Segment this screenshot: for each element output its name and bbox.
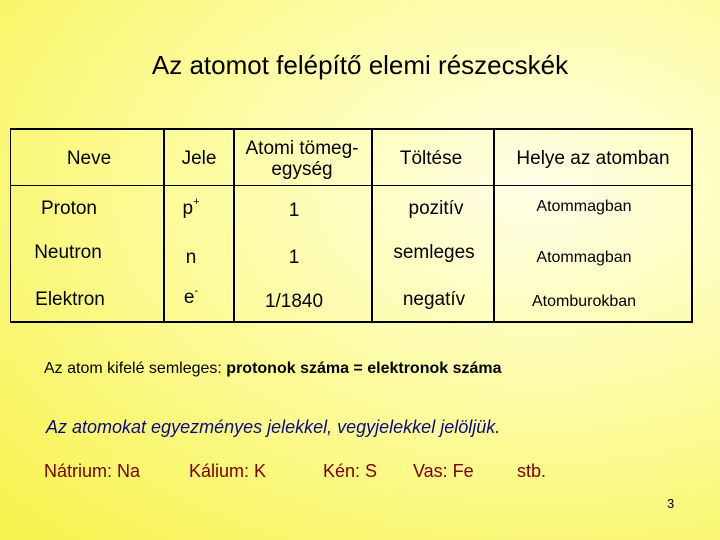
- header-symbol: Jele: [181, 148, 217, 169]
- slide-title: Az atomot felépítő elemi részecskék: [151, 50, 569, 80]
- row-proton-location: Atommagban: [536, 198, 632, 215]
- row-proton-name: Proton: [41, 198, 97, 219]
- row-neutron-symbol: n: [185, 247, 197, 269]
- header-name: Neve: [66, 148, 112, 169]
- page-number: 3: [667, 496, 675, 511]
- header-divider: [11, 185, 691, 186]
- column-divider: [493, 130, 495, 321]
- row-neutron-location: Atommagban: [536, 249, 632, 266]
- example-etc: stb.: [517, 461, 547, 481]
- example-potassium: Kálium: K: [189, 461, 267, 481]
- neutrality-note: Az atom kifelé semleges: protonok száma = elektronok száma: [44, 360, 502, 377]
- example-sodium: Nátrium: Na: [44, 461, 141, 481]
- column-divider: [163, 130, 165, 321]
- row-electron-charge: negatív: [402, 289, 466, 310]
- row-neutron-charge: semleges: [393, 242, 475, 263]
- header-mass: Atomi tömeg-egység: [245, 138, 359, 180]
- particle-table: [10, 128, 693, 323]
- row-electron-mass: 1/1840: [264, 291, 324, 312]
- symbol-statement: Az atomokat egyezményes jelekkel, vegyjelekkel jelöljük.: [46, 417, 501, 437]
- header-location: Helye az atomban: [516, 148, 670, 169]
- row-neutron-mass: 1: [288, 247, 300, 268]
- row-electron-name: Elektron: [35, 289, 105, 310]
- row-proton-charge: pozitív: [408, 198, 464, 219]
- column-divider: [233, 130, 235, 321]
- row-proton-mass: 1: [288, 200, 300, 221]
- header-charge: Töltése: [399, 148, 463, 169]
- row-proton-symbol: p+: [182, 195, 200, 220]
- row-neutron-name: Neutron: [34, 242, 102, 263]
- example-sulfur: Kén: S: [323, 461, 378, 481]
- row-electron-symbol: e-: [183, 284, 199, 309]
- example-iron: Vas: Fe: [413, 461, 474, 481]
- column-divider: [371, 130, 373, 321]
- row-electron-location: Atomburokban: [531, 293, 637, 310]
